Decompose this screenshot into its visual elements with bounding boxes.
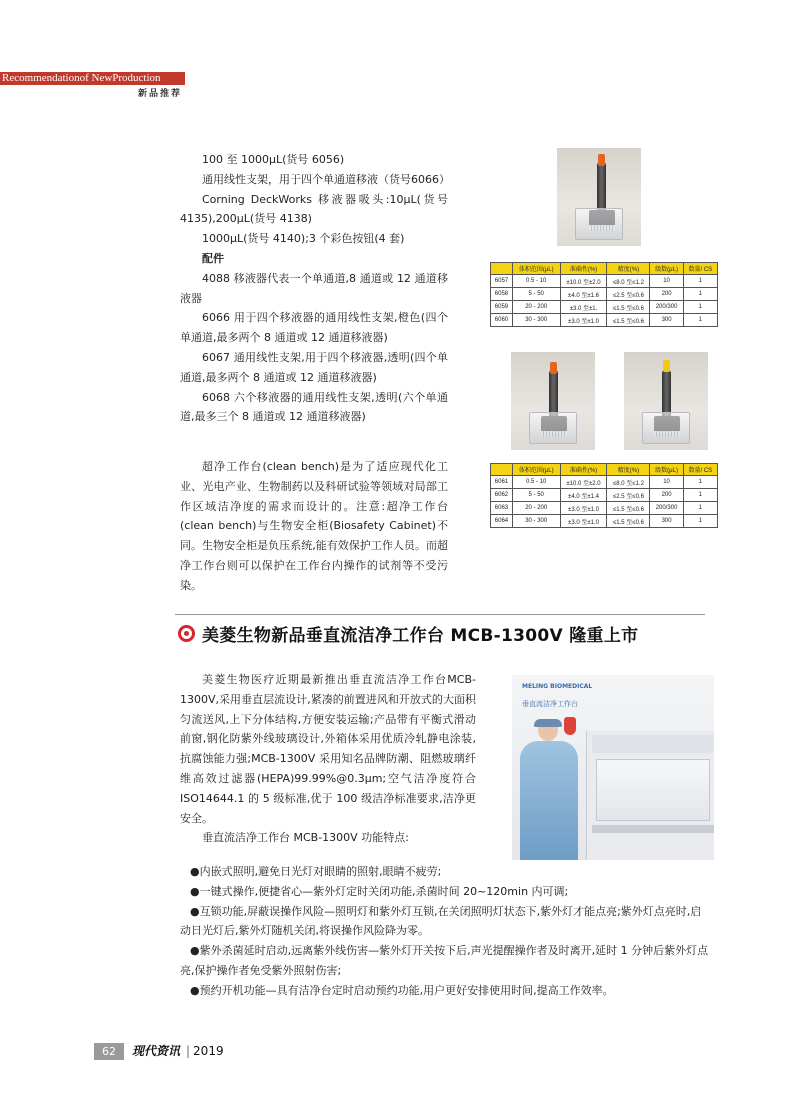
table-cell: ±3.0 至±1.0 — [560, 314, 607, 327]
table-cell: 1 — [683, 515, 717, 528]
pipette-stand-photo-3 — [624, 352, 708, 450]
table-cell: 10 — [650, 275, 683, 288]
table-cell: 200 — [650, 288, 683, 301]
table-header: 精度(%) — [607, 464, 650, 476]
table-cell: 1 — [683, 288, 717, 301]
table-header — [491, 464, 513, 476]
table-cell: 300 — [650, 314, 683, 327]
table-row — [491, 301, 718, 314]
table-cell: 6059 — [491, 301, 513, 314]
table-row — [491, 288, 718, 301]
paragraph: 4088 移液器代表一个单通道,8 通道或 12 通道移液器 — [180, 271, 448, 305]
table-header: 级数(μL) — [650, 464, 683, 476]
paragraph: 6066 用于四个移液器的通用线性支架,橙色(四个单通道,最多两个 8 通道或 12 通道移液器) — [180, 311, 448, 345]
table-header: 数量/ CS — [683, 263, 717, 275]
table-row — [491, 515, 718, 528]
table-cell: 6063 — [491, 502, 513, 515]
table-cell: 20 - 200 — [512, 301, 560, 314]
brand-logo: MELING BIOMEDICAL — [522, 683, 593, 690]
table-header: 级数(μL) — [650, 263, 683, 275]
table-cell: ≤1.5 至≤0.6 — [607, 301, 650, 314]
table-cell: 6064 — [491, 515, 513, 528]
paragraph: 超净工作台(clean bench)是为了适应现代化工业、光电产业、生物制药以及科研试验等领域对局部工作区域洁净度的需求而设计的。注意:超净工作台(clean bench)与生物安全柜(Biosafety Cabinet)不同。生物安全柜是负压系统,能有效保护工作人员。而超净工作台则可以保护在工作台内操作的试剂等不受污染。 — [180, 460, 448, 592]
accessories-heading: 配件 — [202, 251, 224, 265]
spec-table-1 — [490, 262, 718, 327]
table-cell: 5 - 50 — [512, 489, 560, 502]
issue-year: | 2019 — [186, 1043, 224, 1060]
table-cell: 6058 — [491, 288, 513, 301]
list-item: ●一键式操作,便捷省心—紫外灯定时关闭功能,杀菌时间 20~120min 内可调; — [190, 884, 569, 898]
table-header: 准确性(%) — [560, 464, 607, 476]
table-cell: 1 — [683, 476, 717, 489]
list-item: ●互锁功能,屏蔽误操作风险—照明灯和紫外灯互锁,在关闭照明灯状态下,紫外灯才能点亮;紫外灯点亮时,启动日光灯后,紫外灯随机关闭,将误操作风险降为零。 — [180, 904, 702, 938]
page-number: 62 — [94, 1043, 124, 1060]
paragraph: 垂直流洁净工作台 MCB-1300V 功能特点: — [202, 831, 409, 845]
pipette-stand-photo-2 — [511, 352, 595, 450]
clean-bench-photo — [512, 675, 714, 860]
table-cell: ±3.0 至±1. — [560, 301, 607, 314]
table-row — [491, 502, 718, 515]
table-cell: 1 — [683, 489, 717, 502]
table-cell: 300 — [650, 515, 683, 528]
paragraph: Corning DeckWorks 移液器吸头:10μL(货号4135),200μL(货号 4138) — [180, 192, 448, 226]
spec-table-2 — [490, 463, 718, 528]
table-cell: 1 — [683, 301, 717, 314]
features-list — [180, 862, 712, 1001]
table-cell: ≤1.5 至≤0.6 — [607, 314, 650, 327]
intro-text — [180, 150, 448, 427]
table-cell: ±3.0 至±1.0 — [560, 502, 607, 515]
table-row — [491, 489, 718, 502]
table-row — [491, 275, 718, 288]
table-header: 精度(%) — [607, 263, 650, 275]
list-item: ●内嵌式照明,避免日光灯对眼睛的照射,眼睛不疲劳; — [190, 865, 442, 878]
table-header — [491, 263, 513, 275]
table-cell: 30 - 300 — [512, 515, 560, 528]
table-cell: 6057 — [491, 275, 513, 288]
table-cell: 0.5 - 10 — [512, 476, 560, 489]
table-header-row — [491, 464, 718, 476]
table-cell: 6061 — [491, 476, 513, 489]
pipette-stand-photo-1 — [557, 148, 641, 246]
section-divider — [175, 614, 705, 615]
table-cell: ≤8.0 至≤1.2 — [607, 476, 650, 489]
paragraph: 6067 通用线性支架,用于四个移液器,透明(四个单通道,最多两个 8 通道或 12 通道移液器) — [180, 350, 448, 384]
table-header: 体积范围(μL) — [512, 464, 560, 476]
table-cell: 200/300 — [650, 502, 683, 515]
table-cell: 200 — [650, 489, 683, 502]
table-header: 准确性(%) — [560, 263, 607, 275]
table-header: 数量/ CS — [683, 464, 717, 476]
paragraph: 100 至 1000μL(货号 6056) — [202, 153, 345, 166]
list-item: ●紫外杀菌延时启动,远离紫外线伤害—紫外灯开关按下后,声光提醒操作者及时离开,延时 1 分钟后紫外灯点亮,保护操作者免受紫外照射伤害; — [180, 944, 709, 977]
table-cell: ≤1.5 至≤0.6 — [607, 502, 650, 515]
table-cell: 6062 — [491, 489, 513, 502]
table-cell: 200/300 — [650, 301, 683, 314]
table-cell: ±4.0 至±1.6 — [560, 288, 607, 301]
section-title: 美菱生物新品垂直流洁净工作台 MCB-1300V 隆重上市 — [202, 626, 639, 646]
paragraph: 美菱生物医疗近期最新推出垂直流洁净工作台MCB-1300V,采用垂直层流设计,紧凑的前置进风和开放式的大面积匀流送风,上下分体结构,方便安装运输;产品带有平衡式滑动前窗,钢化防紫外线玻璃设计,外箱体采用优质冷轧静电涂装,抗腐蚀能力强;MCB-1300V 采用知名品牌防潮、阻燃玻璃纤维高效过滤器(HEPA)99.99%@0.3μm;空气洁净度符合 ISO14644.1 的 5 级标准,优于 100 级洁净标准要求,洁净更安全。 — [180, 673, 476, 825]
section-subtitle: 新品推荐 — [138, 89, 183, 99]
table-cell: ≤1.5 至≤0.6 — [607, 515, 650, 528]
table-cell: 10 — [650, 476, 683, 489]
section-banner: Recommendationof NewProduction — [0, 72, 185, 85]
table-cell: ≤2.5 至≤0.6 — [607, 489, 650, 502]
table-cell: 1 — [683, 502, 717, 515]
table-cell: ±3.0 至±1.0 — [560, 515, 607, 528]
table-cell: ≤2.5 至≤0.6 — [607, 288, 650, 301]
paragraph: 1000μL(货号 4140);3 个彩色按钮(4 套) — [202, 232, 405, 246]
table-header: 体积范围(μL) — [512, 263, 560, 275]
table-row — [491, 314, 718, 327]
clean-bench-text — [180, 457, 448, 596]
bullet-ring-icon — [178, 625, 195, 642]
magazine-name: 现代资讯 — [132, 1044, 181, 1058]
table-cell: ±10.0 至±2.0 — [560, 476, 607, 489]
table-cell: ±4.0 至±1.4 — [560, 489, 607, 502]
photo-caption: 垂直流洁净工作台 — [522, 700, 578, 708]
list-item: ●预约开机功能—具有洁净台定时启动预约功能,用户更好安排使用时间,提高工作效率。 — [190, 983, 614, 997]
table-cell: 0.5 - 10 — [512, 275, 560, 288]
table-cell: ≤8.0 至≤1.2 — [607, 275, 650, 288]
table-cell: 30 - 300 — [512, 314, 560, 327]
table-cell: 5 - 50 — [512, 288, 560, 301]
table-cell: ±10.0 至±2.0 — [560, 275, 607, 288]
table-cell: 20 - 200 — [512, 502, 560, 515]
table-header-row — [491, 263, 718, 275]
table-cell: 6060 — [491, 314, 513, 327]
paragraph: 6068 六个移液器的通用线性支架,透明(六个单通道,最多三个 8 通道或 12 通道移液器) — [180, 390, 448, 424]
table-row — [491, 476, 718, 489]
table-cell: 1 — [683, 314, 717, 327]
section-body — [180, 670, 476, 848]
table-cell: 1 — [683, 275, 717, 288]
paragraph: 通用线性支架，用于四个单通道移液（货号6066） — [202, 172, 450, 186]
